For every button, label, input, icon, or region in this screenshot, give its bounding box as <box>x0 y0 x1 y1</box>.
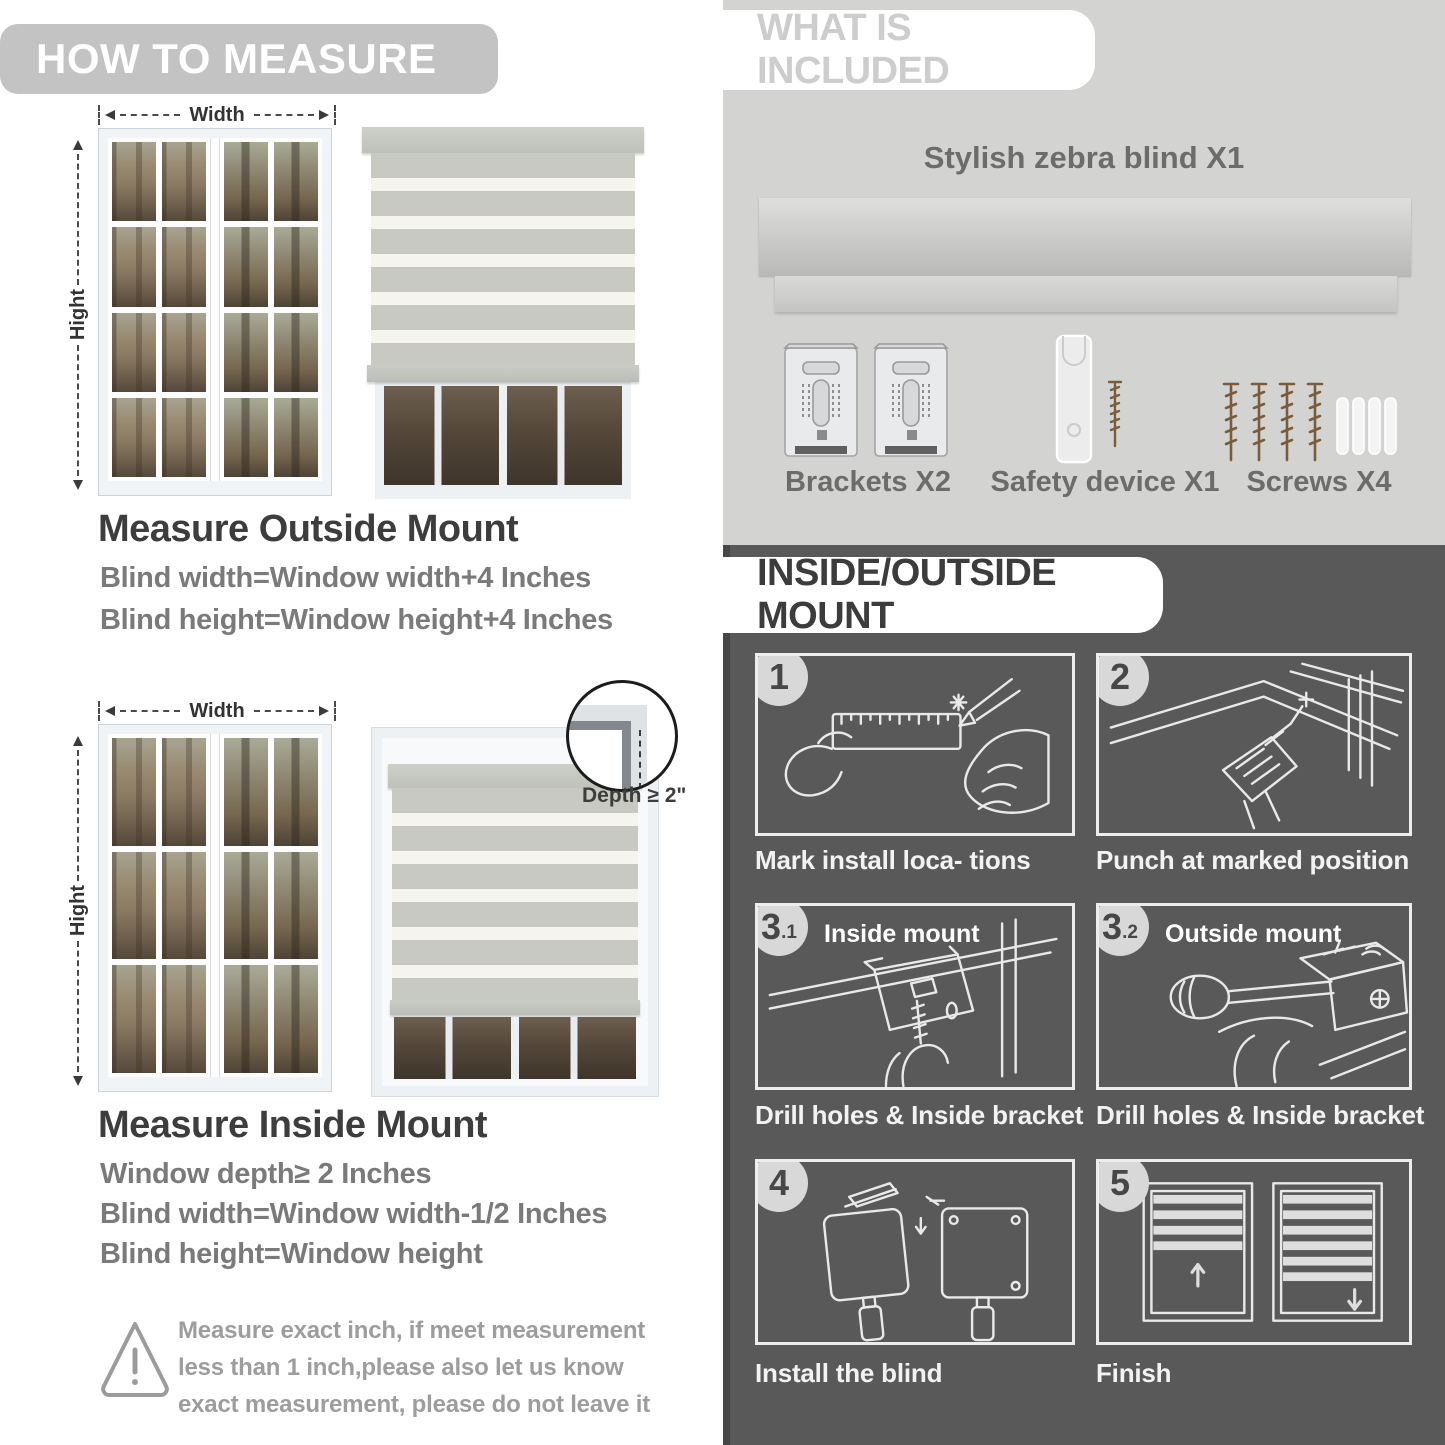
mark-star <box>951 695 966 710</box>
width-label: Width <box>189 699 245 722</box>
inside-height-formula: Blind height=Window height <box>100 1238 483 1270</box>
step-2-badge: 2 <box>1096 653 1149 706</box>
inside-width-measure <box>98 700 336 722</box>
dark-section-edge <box>723 545 730 1445</box>
dashed-line <box>77 154 79 285</box>
depth-label: Depth ≥ 2" <box>582 784 687 807</box>
left-hand <box>786 746 842 795</box>
window-sash-left <box>108 734 210 1077</box>
blind-headrail <box>362 127 644 153</box>
how-to-measure-header <box>0 24 498 94</box>
window-under-blind <box>375 377 631 499</box>
step-2-caption: Punch at marked position <box>1096 845 1410 875</box>
zebra-blind-x1-label: Stylish zebra blind X1 <box>923 140 1245 175</box>
arrow-up-icon <box>73 140 83 150</box>
blind-b <box>927 1197 1028 1340</box>
arrow-up-icon <box>73 736 83 746</box>
window-sash-left <box>108 138 210 481</box>
window-sash-right <box>220 138 322 481</box>
step-2-panel <box>1096 653 1412 836</box>
step-5-caption: Finish <box>1096 1358 1172 1388</box>
zebra-fabric <box>392 788 638 1000</box>
dashed-line <box>120 114 180 116</box>
height-label: Hight <box>66 289 89 341</box>
arrow-left-icon <box>105 706 115 716</box>
dashed-line <box>77 750 79 881</box>
brackets-image <box>781 342 951 466</box>
step-1-caption: Mark install loca- tions <box>755 845 1031 875</box>
height-label: Hight <box>66 885 89 937</box>
dashed-line <box>77 941 79 1072</box>
outside-height-measure <box>66 140 90 490</box>
step-5-badge: 5 <box>1096 1159 1149 1212</box>
outside-width-formula: Blind width=Window width+4 Inches <box>100 562 591 594</box>
headrail-lower-image <box>775 276 1397 312</box>
up-arrow <box>1192 1265 1204 1286</box>
screws-image <box>1219 372 1399 472</box>
measure-tick <box>334 701 336 721</box>
right-hand <box>965 730 1048 813</box>
step-3-1-panel <box>755 903 1075 1090</box>
window-mullion <box>210 734 220 1077</box>
outside-height-formula: Blind height=Window height+4 Inches <box>100 604 613 636</box>
step-3-1-badge: 3 .1 <box>755 903 808 956</box>
inside-outside-mount-header <box>723 552 1163 637</box>
inside-mount-title: Measure Inside Mount <box>98 1104 488 1146</box>
measure-tick <box>98 701 100 721</box>
width-label: Width <box>189 103 245 126</box>
window-sash-right <box>220 734 322 1077</box>
right-column <box>723 0 1445 1445</box>
arrow-down-icon <box>73 1076 83 1086</box>
dashed-line <box>77 345 79 476</box>
what-is-included-title: WHAT IS INCLUDED <box>757 7 950 92</box>
down-arrow <box>916 1218 926 1233</box>
inside-depth-formula: Window depth≥ 2 Inches <box>100 1158 432 1190</box>
step-3-2-label: Outside mount <box>1165 920 1342 948</box>
inside-outside-mount-title: INSIDE/OUTSIDE MOUNT <box>757 552 1057 637</box>
blind-a <box>823 1208 913 1342</box>
warning-text: Measure exact inch, if meet measurement less than 1 inch,please also let us know exact measurement, please do not leave it <box>178 1317 650 1419</box>
arrow-left-icon <box>105 110 115 120</box>
window-mullion <box>210 138 220 481</box>
step-4-panel <box>755 1159 1075 1345</box>
brackets-caption: Brackets X2 <box>784 466 952 498</box>
step-5-panel <box>1096 1159 1412 1345</box>
blind-bottomrail <box>367 365 639 382</box>
step-1-panel <box>755 653 1075 836</box>
bracket-front <box>1329 962 1406 1030</box>
dashed-line <box>254 710 314 712</box>
dashed-line <box>120 710 180 712</box>
window-photo-outside <box>98 128 332 496</box>
tilted-bracket <box>845 1183 897 1206</box>
arrow-right-icon <box>319 110 329 120</box>
finish-blind-down <box>1273 1183 1381 1320</box>
arrow-right-icon <box>319 706 329 716</box>
screws-caption: Screws X4 <box>1246 466 1392 498</box>
blind-bottomrail <box>390 1000 640 1015</box>
warning-triangle-icon <box>98 1316 172 1402</box>
pencil <box>959 679 1019 725</box>
drill-mark <box>1299 693 1313 707</box>
step-3-1-caption: Drill holes & Inside bracket <box>755 1100 1084 1130</box>
measure-tick <box>334 105 336 125</box>
how-to-measure-title: HOW TO MEASURE <box>36 35 437 82</box>
outside-mount-title: Measure Outside Mount <box>98 508 519 550</box>
zebra-blind-outside-mount <box>362 122 644 502</box>
step-3-2-caption: Drill holes & Inside bracket <box>1096 1100 1425 1130</box>
step-3-1-label: Inside mount <box>824 920 980 948</box>
headrail-image <box>759 198 1411 276</box>
zebra-fabric <box>371 153 635 365</box>
safety-device-caption: Safety device X1 <box>990 466 1220 498</box>
step-4-badge: 4 <box>755 1159 808 1212</box>
outside-width-measure <box>98 104 336 126</box>
inside-width-formula: Blind width=Window width-1/2 Inches <box>100 1198 608 1230</box>
safety-device-image <box>1051 334 1141 468</box>
step-3-2-panel <box>1096 903 1412 1090</box>
step-4-caption: Install the blind <box>755 1358 943 1388</box>
drill-body <box>1223 737 1297 801</box>
what-is-included-header <box>723 7 1095 92</box>
arrow-down-icon <box>73 480 83 490</box>
inside-height-measure <box>66 736 90 1086</box>
measure-tick <box>98 105 100 125</box>
step-3-2-badge: 3 .2 <box>1096 903 1149 956</box>
depth-callout-circle <box>566 680 678 792</box>
step-1-badge: 1 <box>755 653 808 706</box>
dashed-line <box>254 114 314 116</box>
finish-blind-up <box>1144 1183 1252 1320</box>
window-photo-inside <box>98 724 332 1092</box>
down-arrow <box>1349 1290 1361 1309</box>
screwdriver-shaft <box>1229 981 1334 1002</box>
window-under-blind <box>394 1017 636 1079</box>
